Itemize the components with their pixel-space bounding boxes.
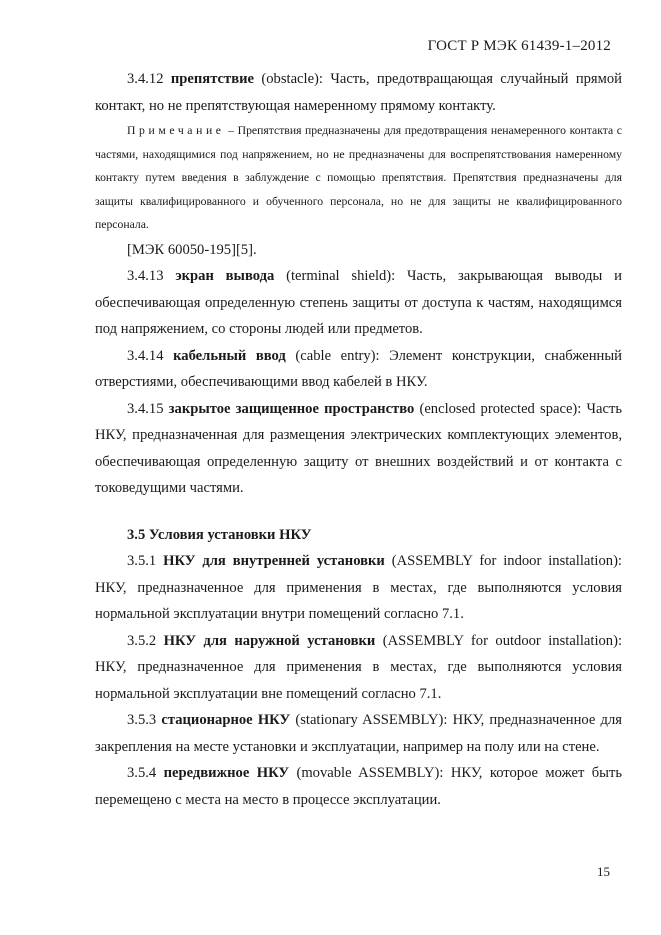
entry-number: 3.4.15 bbox=[127, 400, 164, 417]
note-heading: Примечание bbox=[127, 124, 225, 137]
entry-text: (ASSEMBLY for indoor installation): НКУ, предназначенное для применения в местах, где выполняются условия нормальной эксплуатации внутри помещений согласно 7.1. bbox=[95, 553, 622, 623]
section-gap bbox=[95, 502, 622, 522]
entry-number: 3.4.14 bbox=[127, 347, 164, 364]
section-heading: 3.5 Условия установки НКУ bbox=[127, 526, 312, 543]
note-text: – Препятствия предназначены для предотвращения ненамеренного контакта с частями, находящимися под напряжением, но не предназначены для воспрепятствования намеренному контакту путем введения в заблуждение с помощью препятствия. Препятствия предназначены для защиты квалифицированного и обученного персонала, но не для защиты не квалифицированного персонала. bbox=[95, 124, 622, 232]
entry-number: 3.5.3 bbox=[127, 712, 157, 729]
entry-number: 3.5.1 bbox=[127, 553, 157, 570]
entry-term: стационарное НКУ bbox=[161, 712, 291, 729]
entry-number: 3.5.2 bbox=[127, 632, 157, 649]
entry-3-4-12 bbox=[95, 66, 622, 119]
page-header: ГОСТ Р МЭК 61439-1–2012 bbox=[427, 38, 611, 54]
document-body bbox=[95, 66, 622, 813]
entry-text: (stationary ASSEMBLY): НКУ, предназначенное для закрепления на месте установки и эксплуатации, например на полу или на стене. bbox=[95, 712, 622, 755]
entry-3-5-2 bbox=[95, 628, 622, 708]
entry-text: (obstacle): Часть, предотвращающая случайный прямой контакт, но не препятствующая намеренному прямому контакту. bbox=[95, 71, 622, 114]
entry-text: (ASSEMBLY for outdoor installation): НКУ, предназначенное для применения в местах, где выполняются условия нормальной эксплуатации вне помещений согласно 7.1. bbox=[95, 632, 623, 702]
entry-3-4-14 bbox=[95, 343, 622, 396]
entry-term: экран вывода bbox=[175, 268, 275, 285]
entry-number: 3.5.4 bbox=[127, 765, 157, 782]
entry-term: НКУ для наружной установки bbox=[163, 632, 376, 649]
entry-term: НКУ для внутренней установки bbox=[163, 553, 385, 570]
entry-term: закрытое защищенное пространство bbox=[168, 400, 415, 417]
entry-3-5-4 bbox=[95, 760, 622, 813]
entry-3-4-13 bbox=[95, 263, 622, 343]
entry-3-4-15 bbox=[95, 396, 622, 502]
entry-term: передвижное НКУ bbox=[163, 765, 290, 782]
page-number: 15 bbox=[597, 864, 610, 879]
entry-text: (terminal shield): Часть, закрывающая выводы и обеспечивающая определенную степень защиты от доступа к частям, находящимся под напряжением, со стороны людей или предметов. bbox=[95, 268, 622, 338]
entry-3-5-3 bbox=[95, 707, 622, 760]
entry-term: препятствие bbox=[170, 71, 254, 87]
note bbox=[95, 119, 622, 237]
reference: [МЭК 60050-195][5]. bbox=[127, 241, 257, 258]
entry-number: 3.4.12 bbox=[127, 71, 164, 87]
entry-text: (movable ASSEMBLY): НКУ, которое может быть перемещено с места на место в процессе эксплуатации. bbox=[95, 765, 622, 808]
entry-text: (cable entry): Элемент конструкции, снабженный отверстиями, обеспечивающими ввод кабелей в НКУ. bbox=[95, 347, 622, 391]
entry-text: (enclosed protected space): Часть НКУ, предназначенная для размещения электрических комплектующих элементов, обеспечивающая определенную защиту от внешних воздействий и от контакта с токоведущими частями. bbox=[95, 400, 622, 497]
entry-number: 3.4.13 bbox=[127, 268, 164, 285]
entry-3-5-1 bbox=[95, 548, 622, 628]
entry-term: кабельный ввод bbox=[173, 347, 286, 364]
